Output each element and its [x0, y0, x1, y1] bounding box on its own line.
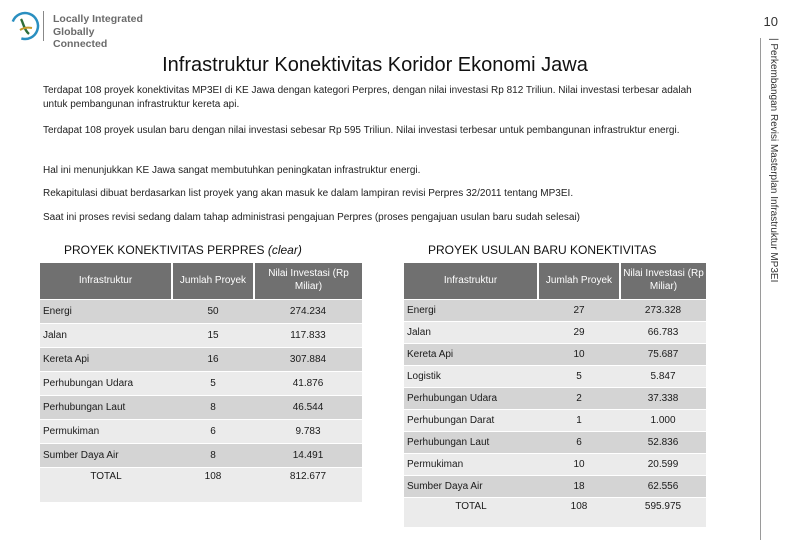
table-header-row — [40, 263, 362, 299]
table-row — [404, 409, 706, 431]
table-row — [404, 475, 706, 497]
table-row — [404, 453, 706, 475]
table-row — [404, 299, 706, 321]
cell-nilai-investasi: 66.783 — [620, 321, 706, 343]
cell-jumlah-proyek: 10 — [538, 453, 620, 475]
cell-infrastruktur: Perhubungan Darat — [404, 409, 538, 431]
cell-nilai-investasi: 595.975 — [620, 497, 706, 527]
logo-mark-icon — [10, 10, 44, 42]
table-row — [40, 419, 362, 443]
cell-nilai-investasi: 5.847 — [620, 365, 706, 387]
table-row — [40, 299, 362, 323]
paragraph-2: Terdapat 108 proyek usulan baru dengan nilai investasi sebesar Rp 595 Triliun. Nilai investasi terbesar untuk pembangunan infrastruktur energi. — [43, 125, 680, 136]
cell-infrastruktur: TOTAL — [40, 467, 172, 502]
table-total-row — [40, 467, 362, 502]
side-running-title: | Perkembangan Revisi Masterplan Infrastruktur MP3EI — [768, 38, 779, 283]
cell-nilai-investasi: 307.884 — [254, 347, 362, 371]
cell-infrastruktur: Energi — [40, 299, 172, 323]
cell-infrastruktur: Perhubungan Udara — [40, 371, 172, 395]
table-row — [40, 371, 362, 395]
cell-jumlah-proyek: 2 — [538, 387, 620, 409]
cell-jumlah-proyek: 29 — [538, 321, 620, 343]
cell-nilai-investasi: 1.000 — [620, 409, 706, 431]
table-total-row — [404, 497, 706, 527]
right-table-title: PROYEK USULAN BARU KONEKTIVITAS — [428, 243, 657, 257]
cell-jumlah-proyek: 27 — [538, 299, 620, 321]
cell-infrastruktur: Sumber Daya Air — [404, 475, 538, 497]
cell-jumlah-proyek: 10 — [538, 343, 620, 365]
cell-infrastruktur: Jalan — [404, 321, 538, 343]
page-number: 10 — [763, 14, 778, 29]
cell-infrastruktur: TOTAL — [404, 497, 538, 527]
cell-infrastruktur: Perhubungan Laut — [40, 395, 172, 419]
cell-jumlah-proyek: 8 — [172, 395, 254, 419]
table-row — [404, 431, 706, 453]
cell-jumlah-proyek: 6 — [538, 431, 620, 453]
logo-text — [53, 13, 150, 51]
cell-nilai-investasi: 14.491 — [254, 443, 362, 467]
paragraph-5: Saat ini proses revisi sedang dalam tahap administrasi pengajuan Perpres (proses pengajuan usulan baru sudah selesai) — [43, 212, 580, 223]
cell-infrastruktur: Perhubungan Laut — [404, 431, 538, 453]
page-title: Infrastruktur Konektivitas Koridor Ekonomi Jawa — [162, 54, 588, 76]
column-header-nilai: Nilai Investasi (Rp Miliar) — [623, 268, 704, 292]
cell-nilai-investasi: 46.544 — [254, 395, 362, 419]
cell-jumlah-proyek: 16 — [172, 347, 254, 371]
cell-jumlah-proyek: 108 — [172, 467, 254, 502]
table-row — [404, 387, 706, 409]
cell-infrastruktur: Sumber Daya Air — [40, 443, 172, 467]
table-row — [404, 343, 706, 365]
cell-jumlah-proyek: 108 — [538, 497, 620, 527]
cell-infrastruktur: Perhubungan Udara — [404, 387, 538, 409]
cell-jumlah-proyek: 8 — [172, 443, 254, 467]
cell-jumlah-proyek: 50 — [172, 299, 254, 323]
table-row — [40, 395, 362, 419]
table-header-row — [404, 263, 706, 299]
paragraph-3: Hal ini menunjukkan KE Jawa sangat membutuhkan peningkatan infrastruktur energi. — [43, 165, 421, 176]
column-header-infrastruktur: Infrastruktur — [404, 263, 538, 299]
cell-infrastruktur: Logistik — [404, 365, 538, 387]
column-header-jumlah: Jumlah Proyek — [172, 263, 254, 299]
cell-infrastruktur: Permukiman — [404, 453, 538, 475]
side-divider — [760, 38, 761, 540]
cell-jumlah-proyek: 5 — [538, 365, 620, 387]
cell-nilai-investasi: 117.833 — [254, 323, 362, 347]
cell-infrastruktur: Permukiman — [40, 419, 172, 443]
table-row — [40, 443, 362, 467]
left-table-title-main: PROYEK KONEKTIVITAS PERPRES — [64, 243, 268, 257]
paragraph-4: Rekapitulasi dibuat berdasarkan list proyek yang akan masuk ke dalam lampiran revisi Perpres 32/2011 tentang MP3EI. — [43, 188, 574, 199]
column-header-nilai: Nilai Investasi (Rp Miliar) — [268, 268, 349, 292]
cell-nilai-investasi: 37.338 — [620, 387, 706, 409]
cell-nilai-investasi: 41.876 — [254, 371, 362, 395]
perpres-table — [40, 263, 362, 502]
cell-jumlah-proyek: 1 — [538, 409, 620, 431]
cell-infrastruktur: Jalan — [40, 323, 172, 347]
logo-line-2: Globally Connected — [53, 25, 108, 50]
usulan-baru-table — [404, 263, 706, 527]
table-row — [40, 323, 362, 347]
paragraph-1: Terdapat 108 proyek konektivitas MP3EI di KE Jawa dengan kategori Perpres, dengan nilai investasi Rp 812 Triliun. Nilai investasi terbesar adalah untuk pembangunan infrastruktur kereta api. — [43, 85, 692, 110]
left-table-title — [64, 243, 302, 257]
table-row — [404, 365, 706, 387]
cell-nilai-investasi: 20.599 — [620, 453, 706, 475]
cell-nilai-investasi: 52.836 — [620, 431, 706, 453]
cell-infrastruktur: Kereta Api — [40, 347, 172, 371]
logo — [10, 10, 150, 50]
column-header-jumlah: Jumlah Proyek — [538, 263, 620, 299]
cell-infrastruktur: Kereta Api — [404, 343, 538, 365]
left-table-title-clear: (clear) — [267, 243, 302, 257]
logo-line-1: Locally Integrated — [53, 13, 143, 25]
table-row — [404, 321, 706, 343]
table-row — [40, 347, 362, 371]
cell-jumlah-proyek: 5 — [172, 371, 254, 395]
column-header-infrastruktur: Infrastruktur — [40, 263, 172, 299]
cell-nilai-investasi: 812.677 — [254, 467, 362, 502]
cell-jumlah-proyek: 6 — [172, 419, 254, 443]
cell-jumlah-proyek: 18 — [538, 475, 620, 497]
cell-infrastruktur: Energi — [404, 299, 538, 321]
cell-nilai-investasi: 75.687 — [620, 343, 706, 365]
cell-nilai-investasi: 9.783 — [254, 419, 362, 443]
cell-nilai-investasi: 62.556 — [620, 475, 706, 497]
cell-nilai-investasi: 273.328 — [620, 299, 706, 321]
cell-jumlah-proyek: 15 — [172, 323, 254, 347]
cell-nilai-investasi: 274.234 — [254, 299, 362, 323]
